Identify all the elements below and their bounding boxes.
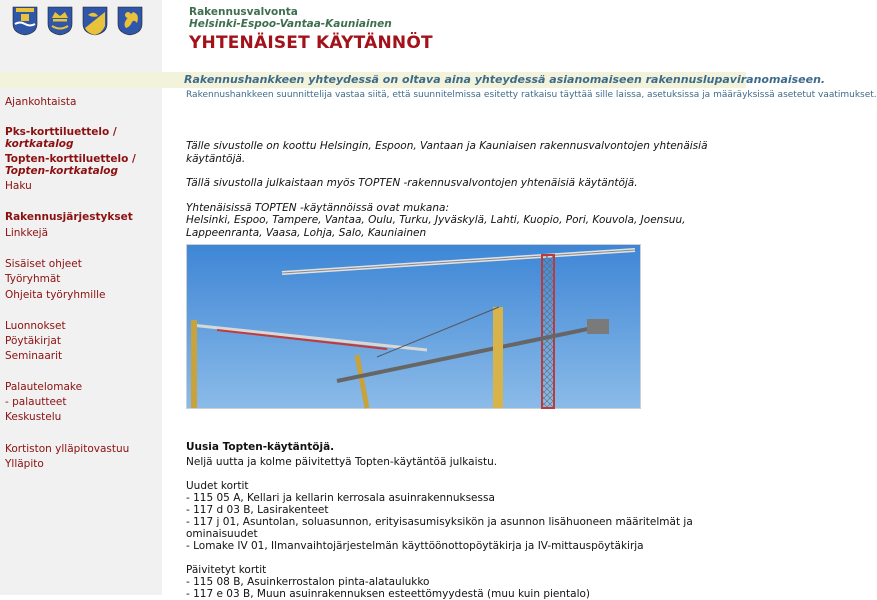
notice-main-text: Rakennushankkeen yhteydessä on oltava aina yhteydessä asianomaiseen rakennuslupaviranomaiseen.: [184, 73, 826, 86]
nav-ohjeita-tyoryhmille[interactable]: Ohjeita työryhmille: [5, 289, 106, 301]
nav-topten-korttiluettelo[interactable]: Topten-korttiluettelo /: [5, 153, 136, 165]
new-card-item: - Lomake IV 01, Ilmanvaihtojärjestelmän käyttöönottopöytäkirja ja IV-mittauspöytäkirja: [186, 540, 644, 552]
nav-kortkatalog[interactable]: kortkatalog: [5, 138, 74, 150]
nav-topten-kortkatalog[interactable]: Topten-kortkatalog: [5, 165, 119, 177]
sidebar-nav: [0, 88, 162, 595]
nav-pks-korttiluettelo[interactable]: Pks-korttiluettelo /: [5, 126, 117, 138]
nav-haku[interactable]: Haku: [5, 180, 32, 192]
nav-keskustelu[interactable]: Keskustelu: [5, 411, 62, 423]
news-lead: Neljä uutta ja kolme päivitettyä Topten-käytäntöä julkaistu.: [186, 456, 498, 468]
header-crests-area: [0, 0, 162, 72]
nav-kortiston-yllapitovastuu[interactable]: Kortiston ylläpitovastuu: [5, 443, 130, 455]
site-name: Rakennusvalvonta: [189, 6, 298, 18]
nav-palautteet[interactable]: - palautteet: [5, 396, 67, 408]
crane-photo: [186, 244, 641, 409]
notice-bar: [0, 72, 826, 88]
nav-rakennusjarjestykset[interactable]: Rakennusjärjestykset: [5, 211, 133, 223]
new-cards-title: Uudet kortit: [186, 480, 249, 492]
site-subtitle: Helsinki-Espoo-Vantaa-Kauniainen: [189, 18, 392, 30]
nav-tyoryhmat[interactable]: Työryhmät: [5, 273, 61, 285]
news-section: [186, 441, 738, 600]
nav-luonnokset[interactable]: Luonnokset: [5, 320, 66, 332]
nav-poytakirjat[interactable]: Pöytäkirjat: [5, 335, 61, 347]
nav-sisaiset-ohjeet[interactable]: Sisäiset ohjeet: [5, 258, 82, 270]
new-card-item: - 117 d 03 B, Lasirakenteet: [186, 504, 329, 516]
notice-sub-text: Rakennushankkeen suunnittelija vastaa siitä, että suunnitelmissa esitetty ratkaisu täyttää sille laissa, asetuksissa ja määräyksissä asetetut vaatimukset.: [186, 90, 877, 100]
crest-vantaa-icon: [82, 6, 108, 36]
topten-heading: Yhtenäisissä TOPTEN -käytännöissä ovat mukana:: [186, 201, 449, 214]
news-heading: Uusia Topten-käytäntöjä.: [186, 441, 335, 453]
nav-linkkeja[interactable]: Linkkejä: [5, 227, 49, 239]
nav-yllapito[interactable]: Ylläpito: [5, 458, 44, 470]
intro-paragraph-2: Tällä sivustolla julkaistaan myös TOPTEN -rakennusvalvontojen yhtenäisiä käytäntöjä.: [186, 177, 638, 189]
updated-card-item: - 117 e 03 B, Muun asuinrakennuksen esteettömyydestä (muu kuin pientalo): [186, 588, 591, 600]
intro-content: [186, 140, 738, 239]
nav-seminaarit[interactable]: Seminaarit: [5, 350, 63, 362]
crest-kauniainen-icon: [117, 6, 143, 36]
topten-cities: Helsinki, Espoo, Tampere, Vantaa, Oulu, Turku, Jyväskylä, Lahti, Kuopio, Pori, Kouvola, Joensuu, Lappeenranta, Vaasa, Lohja, Salo, Kauniainen: [186, 214, 686, 239]
new-card-item: - 115 05 A, Kellari ja kellarin kerrosala asuinrakennuksessa: [186, 492, 495, 504]
nav-ajankohtaista[interactable]: Ajankohtaista: [5, 96, 77, 108]
nav-palautelomake[interactable]: Palautelomake: [5, 381, 83, 393]
crest-helsinki-icon: [12, 6, 38, 36]
intro-paragraph-1: Tälle sivustolle on koottu Helsingin, Espoon, Vantaan ja Kauniaisen rakennusvalvontojen yhtenäisiä käytäntöjä.: [186, 140, 708, 165]
page-title: YHTENÄISET KÄYTÄNNÖT: [189, 33, 433, 53]
crest-espoo-icon: [47, 6, 73, 36]
new-card-item: - 117 j 01, Asuntolan, soluasunnon, erityisasumisyksikön ja asunnon lisähuoneen määritelmät ja ominaisuudet: [186, 516, 693, 540]
updated-cards-title: Päivitetyt kortit: [186, 564, 267, 576]
updated-card-item: - 115 08 B, Asuinkerrostalon pinta-alataulukko: [186, 576, 430, 588]
